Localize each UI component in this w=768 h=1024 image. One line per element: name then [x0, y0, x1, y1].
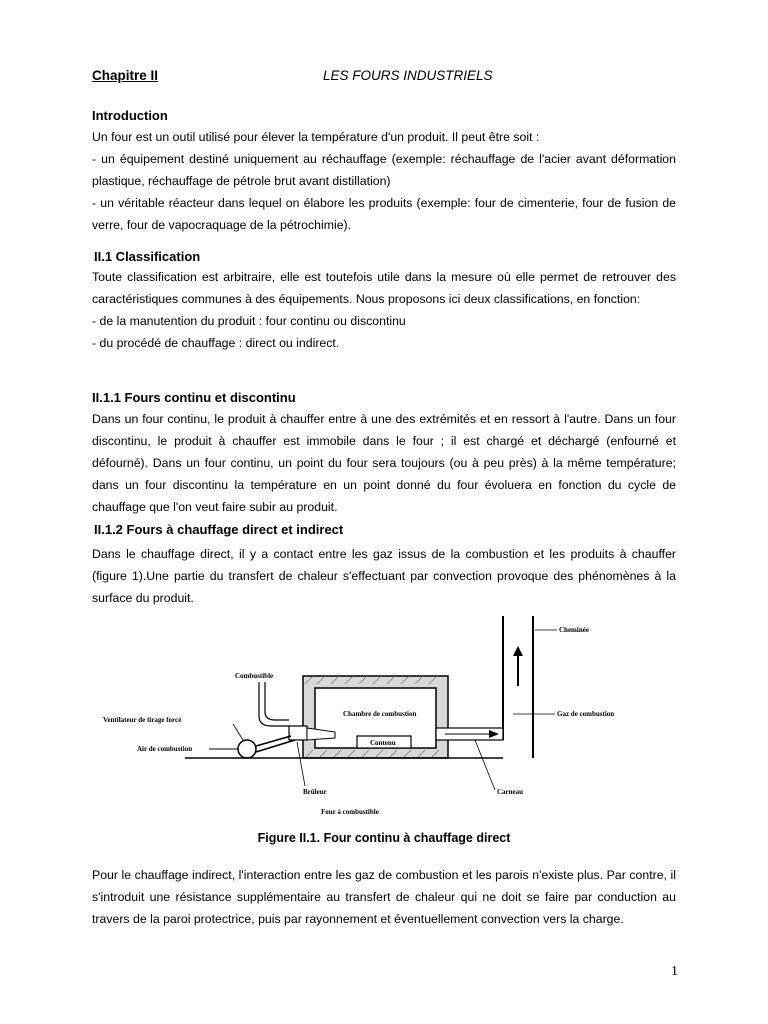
label-bruleur: Brûleur: [303, 788, 327, 796]
classification-heading: II.1 Classification: [94, 249, 201, 264]
section-111-body: [92, 408, 676, 518]
intro-body: [92, 126, 676, 236]
label-ventilateur: Ventilateur de tirage forcé: [103, 716, 182, 724]
label-gaz: Gaz de combustion: [557, 710, 615, 718]
intro-paragraph-1: Un four est un outil utilisé pour élever la température d'un produit. Il peut être soit :: [92, 130, 540, 144]
intro-paragraph-2: - un équipement destiné uniquement au réchauffage (exemple: réchauffage de l'acier avant déformation plastique, réchauffage de pétrole brut avant distillation): [92, 152, 676, 188]
classification-item-2: - du procédé de chauffage : direct ou indirect.: [92, 336, 340, 350]
chapter-title: LES FOURS INDUSTRIELS: [323, 68, 493, 83]
label-four: Four à combustible: [321, 808, 379, 816]
label-chambre: Chambre de combustion: [343, 710, 417, 718]
section-112-body: [92, 543, 676, 609]
section-112-paragraph-1: Dans le chauffage direct, il y a contact entre les gaz issus de la combustion et les produits à chauffer (figure 1).Une partie du transfert de chaleur s'effectuant par convection provoque des phénomènes à la surface du produit.: [92, 547, 676, 605]
label-air: Air de combustion: [137, 745, 193, 753]
section-112-body-2: [92, 864, 676, 930]
figure-caption: Figure II.1. Four continu à chauffage direct: [257, 831, 511, 845]
page-number: 1: [671, 964, 678, 979]
section-111-heading: II.1.1 Fours continu et discontinu: [92, 390, 296, 405]
chapter-label: Chapitre II: [92, 68, 159, 83]
section-112-heading: II.1.2 Fours à chauffage direct et indirect: [94, 522, 344, 537]
furnace-diagram: [103, 608, 645, 818]
label-cheminee: Cheminée: [559, 626, 589, 634]
section-111-paragraph: Dans un four continu, le produit à chauffer entre à une des extrémités et en ressort à l'autre. Dans un four discontinu, le produit à chauffer est immobile dans le four ; il est chargé et déchargé (enfourné et défourné). Dans un four continu, un point du four sera toujours (ou à peu près) à la même température; dans un four discontinu la température en un point donné du four évoluera en fonction du cycle de chauffage que l'on veut faire subir au produit.: [92, 412, 676, 514]
label-contenu: Contenu: [370, 739, 396, 747]
classification-paragraph: Toute classification est arbitraire, elle est toutefois utile dans la mesure où elle permet de retrouver des caractéristiques communes à des équipements. Nous proposons ici deux classifications, en fonction:: [92, 270, 676, 306]
label-carneau: Carneau: [497, 788, 524, 796]
intro-heading: Introduction: [92, 108, 168, 123]
classification-item-1: - de la manutention du produit : four continu ou discontinu: [92, 314, 406, 328]
classification-body: [92, 266, 676, 354]
section-112-paragraph-2: Pour le chauffage indirect, l'interaction entre les gaz de combustion et les parois n'existe plus. Par contre, il s'introduit une résistance supplémentaire au transfert de chaleur qui ne doit se faire par conduction au travers de la paroi protectrice, puis par rayonnement et éventuellement convection vers la charge.: [92, 868, 676, 926]
label-combustible: Combustible: [235, 672, 274, 680]
intro-paragraph-3: - un véritable réacteur dans lequel on élabore les produits (exemple: four de cimenterie, four de fusion de verre, four de vapocraquage de la pétrochimie).: [92, 196, 676, 232]
